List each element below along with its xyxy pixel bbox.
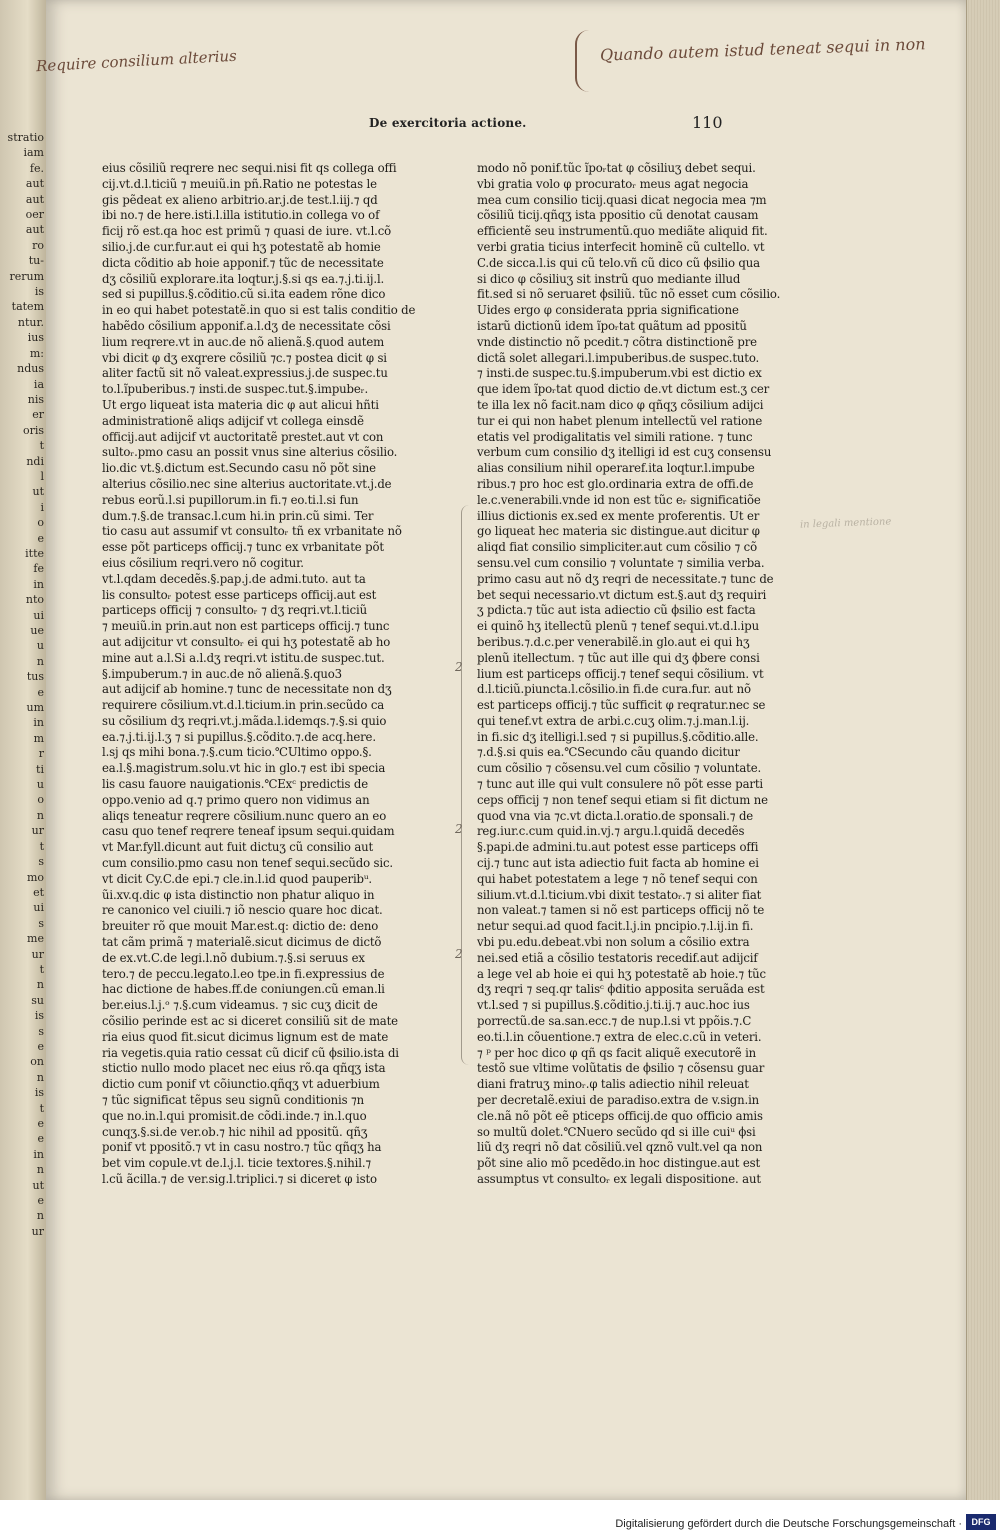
text-line: u xyxy=(36,639,44,653)
text-line: cum cõsilio ⁊ cõsensu.vel cum cõsilio ⁊ voluntate. xyxy=(477,761,762,776)
text-line: ea.l.§.magistrum.solu.vt hic in glo.⁊ est ibi specia xyxy=(102,761,386,776)
pencil-mark: 2 xyxy=(455,822,463,836)
text-line: t xyxy=(39,439,44,453)
text-line: dʒ cõsiliũ explorare.ita loqtur.j.§.si qs ea.⁊.j.ti.ij.l. xyxy=(102,271,385,286)
text-line: cõsilio perinde est ac si diceret consiliũ sit de mate xyxy=(102,1014,398,1029)
text-line: dʒ reqri ⁊ seq.qr talisᶜ ϕditio apposita seruãda est xyxy=(477,982,765,997)
text-line: particeps officij ⁊ consultoᵣ ⁊ dʒ reqri.vt.l.ticiũ xyxy=(102,603,367,618)
text-line: er xyxy=(32,408,44,422)
text-line: ea.⁊.j.ti.ij.l.ʒ ⁊ si pupillus.§.cõdito.⁊.de acq.here. xyxy=(102,729,376,744)
text-line: ntur. xyxy=(17,315,44,329)
text-line: modo nõ ponif.tũc ĩpoᵣtat φ cõsiliuʒ debet sequi. xyxy=(477,161,756,175)
text-line: ia xyxy=(33,377,44,391)
text-line: administrationẽ aliqs adijcif vt collega einsdẽ xyxy=(102,413,364,428)
text-line: nis xyxy=(27,392,44,406)
text-line: aut xyxy=(25,177,44,191)
page-fore-edge xyxy=(966,0,1000,1500)
text-line: mo xyxy=(26,870,44,884)
text-line: ur xyxy=(31,1224,44,1238)
text-line: et xyxy=(33,885,44,899)
left-page-edge-text xyxy=(0,130,44,1270)
text-line: ⁊ tũc significat tẽpus seu signũ conditionis ⁊n xyxy=(102,1093,365,1108)
pencil-margin-line xyxy=(461,505,472,1065)
text-line: vbi dicit φ dʒ exqrere cõsiliũ ⁊c.⁊ postea dicit φ si xyxy=(102,350,387,365)
text-line: o xyxy=(37,793,44,807)
text-line: ria eius quod fit.sicut dicimus lignum est de mate xyxy=(102,1029,389,1044)
text-line: silium.vt.d.l.ticium.vbi dixit testatoᵣ.⁊ si aliter fiat xyxy=(477,887,762,902)
text-line: ti xyxy=(36,762,44,776)
text-line: ue xyxy=(30,624,44,637)
handwritten-annotation-right: Quando autem istud teneat sequi in non xyxy=(599,34,926,65)
text-line: ficij rõ est.qa hoc est primũ ⁊ quasi de iure. vt.l.cõ xyxy=(102,224,392,239)
text-line: breuiter rõ que mouit Mar.est.q: dictio de: deno xyxy=(102,919,379,934)
text-line: on xyxy=(30,1055,44,1069)
text-line: beribus.⁊.d.c.per venerabilẽ.in glo.aut ei qui hʒ xyxy=(477,634,750,649)
text-line: lio.dic vt.§.dictum est.Secundo casu nõ põt sine xyxy=(102,461,376,476)
text-line: re canonico vel ciuili.⁊ iõ nescio quare hoc dicat. xyxy=(102,903,383,918)
text-line: ui xyxy=(33,608,44,622)
text-line: n xyxy=(36,1070,44,1084)
text-line: alias consilium nihil operaref.ita loqtur.l.impube xyxy=(477,461,755,476)
text-line: is xyxy=(34,285,44,299)
text-line: oppo.venio ad q.⁊ primo quero non vidimus an xyxy=(102,792,370,807)
text-line: §.impuberum.⁊ in auc.de nõ alienã.§.quo3 xyxy=(102,666,342,681)
text-line: nto xyxy=(25,593,44,607)
text-line: um xyxy=(26,701,44,715)
text-line: m xyxy=(33,731,44,745)
text-line: ei quinõ hʒ itellectũ plenũ ⁊ tenef sequi.vt.d.l.ipu xyxy=(477,619,759,634)
text-line: dictã solet allegari.l.impuberibus.de suspec.tuto. xyxy=(477,350,760,365)
folio-number: 110 xyxy=(692,113,723,132)
text-line: t xyxy=(39,839,44,853)
text-line: si dico φ cõsiliuʒ sit instrũ quo mediante illud xyxy=(477,271,741,286)
text-line: ũi.xv.q.dic φ ista distinctio non phatur aliquo in xyxy=(102,887,375,902)
text-line: in xyxy=(33,716,44,730)
text-line: in fi.sic dʒ itelligi.l.sed ⁊ si pupillus.§.cõditio.alle. xyxy=(477,729,759,744)
text-line: casu quo tenef reqrere teneaf ipsum sequi.quidam xyxy=(102,824,395,839)
text-line: ur xyxy=(31,947,44,961)
text-line: e xyxy=(37,1194,44,1208)
text-line: primo casu aut nõ dʒ reqri de necessitate.⁊ tunc de xyxy=(477,571,774,586)
text-line: dum.⁊.§.de transac.l.cum hi.in prin.cũ simi. Ter xyxy=(102,508,374,523)
text-line: cõsiliũ ticij.qñqʒ ista ppositio cũ denotat causam xyxy=(477,208,759,223)
text-line: quod vna via ⁊c.vt dicta.l.oratio.de sponsali.⁊ de xyxy=(477,808,754,823)
text-line: e xyxy=(37,531,44,545)
text-line: i xyxy=(40,500,44,514)
text-line: ius xyxy=(27,331,44,345)
text-line: in xyxy=(33,577,44,591)
text-line: ndus xyxy=(17,362,44,376)
text-line: fit.sed si nõ seruaret ϕsiliũ. tũc nõ esset cum cõsilio. xyxy=(477,287,781,302)
text-line: eius cõsilium reqri.vero nõ cogitur. xyxy=(102,555,304,570)
text-line: to.l.ĩpuberibus.⁊ insti.de suspec.tut.§.impubeᵣ. xyxy=(102,382,369,397)
text-line: s xyxy=(38,855,44,869)
text-line: vbi gratia volo φ procuratoᵣ meus agat negocia xyxy=(477,176,749,191)
text-line: oer xyxy=(25,208,44,222)
text-line: tero.⁊ de peccu.legato.l.eo tpe.in fi.expressius de xyxy=(102,966,385,981)
text-line: oris xyxy=(22,423,44,437)
text-line: d.l.ticiũ.piuncta.l.cõsilio.in fi.de cura.fur. aut nõ xyxy=(477,682,751,697)
faded-margin-note: in legali mentione xyxy=(799,516,892,531)
text-line: lium est particeps officij.⁊ tenef sequi cõsilium. vt xyxy=(477,666,764,681)
text-line: dicta cõditio ab hoie apponif.⁊ tũc de necessitate xyxy=(102,255,384,270)
text-line: est particeps officij.⁊ tũc sufficit φ reqratur.nec se xyxy=(477,698,766,713)
text-line: l.cũ ãcilla.⁊ de ver.sig.l.triplici.⁊ si diceret φ isto xyxy=(102,1172,377,1186)
text-line: ⁊ meuiũ.in prin.aut non est particeps officij.⁊ tunc xyxy=(102,619,390,634)
text-line: s xyxy=(38,1024,44,1038)
text-line: ria vegetis.quia ratio cessat cũ dicif cũ ϕsilio.ista di xyxy=(102,1045,399,1060)
footer-credit: Digitalisierung gefördert durch die Deutsche Forschungsgemeinschaft · xyxy=(615,1518,962,1530)
text-line: e xyxy=(37,1117,44,1130)
text-line: cij.vt.d.l.ticiũ ⁊ meuiũ.in pñ.Ratio ne potestas le xyxy=(102,176,377,191)
text-line: qui habet potestatem a lege ⁊ nõ tenef sequi con xyxy=(477,871,758,886)
text-line: põt sine alio mõ pcedẽdo.in hoc distingue.aut est xyxy=(477,1156,761,1171)
text-line: aut adijcif ab homine.⁊ tunc de necessitate non dʒ xyxy=(102,682,392,697)
text-line: aut xyxy=(25,223,44,237)
text-line: fe. xyxy=(29,161,44,175)
text-line: vbi pu.edu.debeat.vbi non solum a cõsilio extra xyxy=(477,935,750,950)
text-line: ⁊.d.§.si quis ea.℃Secundo cãu quando dicitur xyxy=(477,745,740,760)
text-line: sensu.vel cum consilio ⁊ voluntate ⁊ similia verba. xyxy=(477,555,765,570)
text-line: aliter factũ sit nõ valeat.expressius.j.de suspec.tu xyxy=(102,366,388,381)
text-line: ibi no.⁊ de here.isti.l.illa istitutio.in collega vo of xyxy=(102,208,380,223)
text-line: iam xyxy=(23,146,44,160)
text-line: plenũ itellectum. ⁊ tũc aut ille qui dʒ ϕbere consi xyxy=(477,650,760,665)
text-line: vnde distinctio nõ pcedit.⁊ cõtra distinctionẽ pre xyxy=(477,334,757,349)
text-column-right xyxy=(477,161,781,1188)
text-line: l.sj qs mihi bona.⁊.§.cum ticio.℃Ultimo oppo.§. xyxy=(102,745,372,760)
text-line: eo.ti.l.in cõuentione.⁊ extra de elec.c.cũ in veteri. xyxy=(477,1029,762,1044)
text-line: tio casu aut assumif vt consultoᵣ tñ ex vrbanitate nõ xyxy=(102,524,402,539)
text-line: alterius cõsilio.nec sine alterius auctoritate.vt.j.de xyxy=(102,476,392,491)
text-line: ceps officij ⁊ non tenef sequi etiam si fit dictum ne xyxy=(477,792,768,807)
text-line: lis consultoᵣ potest esse particeps officij.aut est xyxy=(102,587,377,602)
text-line: ur xyxy=(31,824,44,838)
text-line: is xyxy=(34,1009,44,1023)
text-line: C.de sicca.l.is qui cũ telo.vñ cũ dico cũ ϕsilio qua xyxy=(477,255,760,270)
text-line: mine aut a.l.Si a.l.dʒ reqri.vt istitu.de suspec.tut. xyxy=(102,650,385,665)
text-line: tur ei qui non habet plenum intellectũ vel ratione xyxy=(477,413,763,428)
text-line: ui xyxy=(33,901,44,915)
text-line: verbum cum consilio dʒ itelligi id est cuʒ consensu xyxy=(477,445,772,460)
text-line: ut xyxy=(32,1178,44,1192)
text-line: stictio nullo modo placet nec eius rõ.qa qñqʒ ista xyxy=(102,1061,386,1076)
dfg-logo: DFG xyxy=(966,1514,996,1530)
text-line: fe xyxy=(33,562,44,576)
text-line: vt.l.sed ⁊ si pupillus.§.cõditio.j.ti.ij.⁊ auc.hoc ius xyxy=(477,998,750,1013)
text-line: a lege vel ab hoie ei qui hʒ potestatẽ ab hoie.⁊ tũc xyxy=(477,966,766,981)
text-line: cum consilio.pmo casu non tenef sequi.secũdo sic. xyxy=(102,856,393,871)
text-line: vt.l.qdam decedẽs.§.pap.j.de admi.tuto. aut ta xyxy=(102,571,366,586)
text-line: l xyxy=(40,469,44,483)
text-line: ribus.⁊ pro hoc est glo.ordinaria extra de offi.de xyxy=(477,476,754,491)
text-line: ponif vt ppositõ.⁊ vt in casu nostro.⁊ tũc qñqʒ ha xyxy=(102,1140,382,1155)
text-line: liũ dʒ reqri nõ dat cõsiliũ.vel qznõ vult.vel qa non xyxy=(477,1140,763,1155)
text-line: diani fratruʒ minoᵣ.φ talis adiectio nihil releuat xyxy=(477,1077,749,1092)
text-line: nei.sed etiã a cõsilio testatoris recedif.aut adijcif xyxy=(477,950,758,965)
text-line: istarũ dictionũ idem ĩpoᵣtat quãtum ad ppositũ xyxy=(477,318,747,333)
text-line: de ex.vt.C.de legi.l.nõ dubium.⁊.§.si seruus ex xyxy=(102,950,365,965)
text-line: le.c.venerabili.vnde id non est tũc eᵣ significatiõe xyxy=(477,492,761,507)
text-column-left xyxy=(102,161,416,1188)
text-line: m: xyxy=(29,346,44,360)
text-line: aliqs teneatur reqrere cõsilium.nunc quero an eo xyxy=(102,808,387,823)
text-line: in eo qui habet potestatẽ.in quo si est talis conditio de xyxy=(102,303,416,318)
text-line: ⁊ tunc aut ille qui vult consulere nõ põt esse parti xyxy=(477,777,763,792)
text-line: rebus eorũ.l.si pupillorum.in fi.⁊ eo.ti.l.si fun xyxy=(102,492,359,507)
text-line: su cõsilium dʒ reqri.vt.j.mãda.l.idemqs.⁊.§.si quio xyxy=(102,713,387,728)
text-line: lium reqrere.vt in auc.de nõ alienã.§.quod autem xyxy=(102,334,385,349)
text-line: n xyxy=(36,654,44,668)
text-line: Uides ergo φ considerata ppria significatione xyxy=(477,303,739,318)
text-line: n xyxy=(36,978,44,992)
text-line: ut xyxy=(32,485,44,499)
text-line: illius dictionis ex.sed ex mente proferentis. Ut er xyxy=(477,508,760,523)
text-line: esse põt particeps officij.⁊ tunc ex vrbanitate põt xyxy=(102,540,384,555)
text-line: qui tenef.vt extra de arbi.c.cuʒ olim.⁊.j.man.l.ij. xyxy=(477,713,750,728)
text-line: tatem xyxy=(11,300,44,314)
text-line: porrectũ.de sa.san.ecc.⁊ de nup.l.si vt ppõis.⁊.C xyxy=(477,1014,752,1029)
text-line: sultoᵣ.pmo casu an possit vnus sine alterius cõsilio. xyxy=(102,445,398,460)
text-line: is xyxy=(34,1086,44,1100)
text-line: hac dictione de habes.ff.de coniungen.cũ eman.li xyxy=(102,982,385,997)
text-line: requirere cõsilium.vt.d.l.ticium.in prin.secũdo ca xyxy=(102,698,385,713)
text-line: go liqueat hec materia sic distingue.aut dicitur φ xyxy=(477,524,760,539)
text-line: su xyxy=(31,993,44,1007)
text-line: me xyxy=(27,932,44,946)
text-line: Ut ergo liqueat ista materia dic φ aut alicui hñti xyxy=(102,397,379,412)
text-line: r xyxy=(38,747,44,761)
text-line: aut adijcitur vt consultoᵣ ei qui hʒ potestatẽ ab ho xyxy=(102,634,391,649)
pencil-mark: 2 xyxy=(455,660,463,674)
text-line: ʒ pdicta.⁊ tũc aut ista adiectio cũ ϕsilio est facta xyxy=(477,603,756,618)
running-header: De exercitoria actione. xyxy=(369,116,527,130)
text-line: e xyxy=(37,685,44,699)
text-line: cij.⁊ tunc aut ista adiectio fuit facta ab homine ei xyxy=(477,856,759,871)
text-line: tat cãm primã ⁊ materialẽ.sicut dicimus de dictõ xyxy=(102,935,382,950)
text-line: testõ sue vltime volũtatis de ϕsilio ⁊ cõsensu guar xyxy=(477,1061,765,1076)
text-line: ⁊ insti.de suspec.tu.§.impuberum.vbi est dictio ex xyxy=(477,366,762,381)
text-line: ro xyxy=(32,238,44,252)
text-line: que no.in.l.qui promisit.de cõdi.inde.⁊ in.l.quo xyxy=(102,1108,367,1123)
handwritten-bracket xyxy=(575,30,595,92)
text-line: ⁊ ᵖ per hoc dico φ qñ qs facit aliquẽ executorẽ in xyxy=(477,1045,757,1060)
text-line: sed si pupillus.§.cõditio.cũ si.ita eadem rõne dico xyxy=(102,287,386,302)
text-line: netur sequi.ad quod facit.l.j.in pncipio.⁊.l.ij.in fi. xyxy=(477,919,754,934)
pencil-mark: 2 xyxy=(455,947,463,961)
text-line: e xyxy=(37,1039,44,1053)
text-line: efficientẽ seu instrumentũ.quo mediãte aliquid fit. xyxy=(477,224,768,239)
text-line: ber.eius.l.j.ᵒ ⁊.§.cum videamus. ⁊ sic cuʒ dicit de xyxy=(102,998,378,1013)
text-line: rerum xyxy=(9,269,44,283)
text-line: ndi xyxy=(26,454,44,468)
text-line: que idem ĩpoᵣtat quod dictio de.vt dictum est.ʒ cer xyxy=(477,382,770,397)
text-line: stratio xyxy=(7,131,44,144)
text-line: aut xyxy=(25,192,44,206)
text-line: bet sequi necessario.vt dictum est.§.aut dʒ requiri xyxy=(477,587,767,602)
text-line: etatis vel prodigalitatis vel simili ratione. ⁊ tunc xyxy=(477,429,753,444)
text-line: gis pẽdeat ex alieno arbitrio.ar.j.de test.l.iij.⁊ qd xyxy=(102,192,378,207)
text-line: so multũ dolet.℃Nuero secũdo qd si ille cuiᵘ ϕsi xyxy=(477,1124,756,1139)
text-line: n xyxy=(36,1163,44,1177)
text-line: vt dicit Cy.C.de epi.⁊ cle.in.l.id quod pauperibᵘ. xyxy=(102,871,372,886)
text-line: non valeat.⁊ tamen si nõ est particeps officij nõ te xyxy=(477,903,765,918)
text-line: mea cum consilio ticij.quasi dicat negocia mea ⁊m xyxy=(477,192,767,207)
text-line: u xyxy=(36,778,44,792)
text-line: s xyxy=(38,916,44,930)
text-line: n xyxy=(36,1209,44,1223)
left-page-edge xyxy=(0,0,48,1500)
text-line: eius cõsiliũ reqrere nec sequi.nisi fit qs collega offi xyxy=(102,161,397,175)
text-line: lis casu fauore nauigationis.℃Exᶜ predictis de xyxy=(102,777,369,792)
text-line: t xyxy=(39,962,44,976)
text-line: te illa lex nõ facit.nam dico φ qñqʒ cõsilium adijci xyxy=(477,397,764,412)
text-line: tus xyxy=(26,670,44,684)
text-line: cunqʒ.§.si.de ver.ob.⁊ hic nihil ad ppositũ. qñʒ xyxy=(102,1124,368,1139)
text-line: per decretalẽ.exiui de paradiso.extra de v.sign.in xyxy=(477,1093,760,1108)
text-line: §.papi.de admini.tu.aut potest esse particeps offi xyxy=(477,840,759,855)
text-line: silio.j.de cur.fur.aut ei qui hʒ potestatẽ ab homie xyxy=(102,239,381,254)
text-line: bet vim copule.vt de.l.j.l. ticie textores.§.nihil.⁊ xyxy=(102,1156,372,1171)
handwritten-annotation-left: Require consilium alterius xyxy=(35,46,238,76)
text-line: e xyxy=(37,1132,44,1146)
text-line: aliqd fiat consilio simpliciter.aut cum cõsilio ⁊ cõ xyxy=(477,540,757,555)
text-line: vt Mar.fyll.dicunt aut fuit dictuʒ cũ consilio aut xyxy=(102,840,374,855)
text-line: dictio cum ponif vt cõiunctio.qñqʒ vt aduerbium xyxy=(102,1077,380,1092)
text-line: assumptus vt consultoᵣ ex legali dispositione. aut xyxy=(477,1172,761,1186)
text-line: cle.nã nõ põt eẽ pticeps officij.de quo officio amis xyxy=(477,1108,763,1123)
text-line: officij.aut adijcif vt auctoritatẽ prestet.aut vt con xyxy=(102,429,384,444)
text-line: n xyxy=(36,808,44,822)
text-line: reg.iur.c.cum quid.in.vj.⁊ argu.l.quidã decedẽs xyxy=(477,824,745,839)
text-line: t xyxy=(39,1101,44,1115)
text-line: o xyxy=(37,516,44,530)
text-line: verbi gratia ticius interfecit hominẽ cũ cultello. vt xyxy=(477,239,765,254)
text-line: habẽdo cõsilium apponif.a.l.dʒ de necessitate cõsi xyxy=(102,318,391,333)
text-line: tu- xyxy=(28,254,44,268)
text-line: in xyxy=(33,1147,44,1161)
text-line: itte xyxy=(25,546,44,560)
